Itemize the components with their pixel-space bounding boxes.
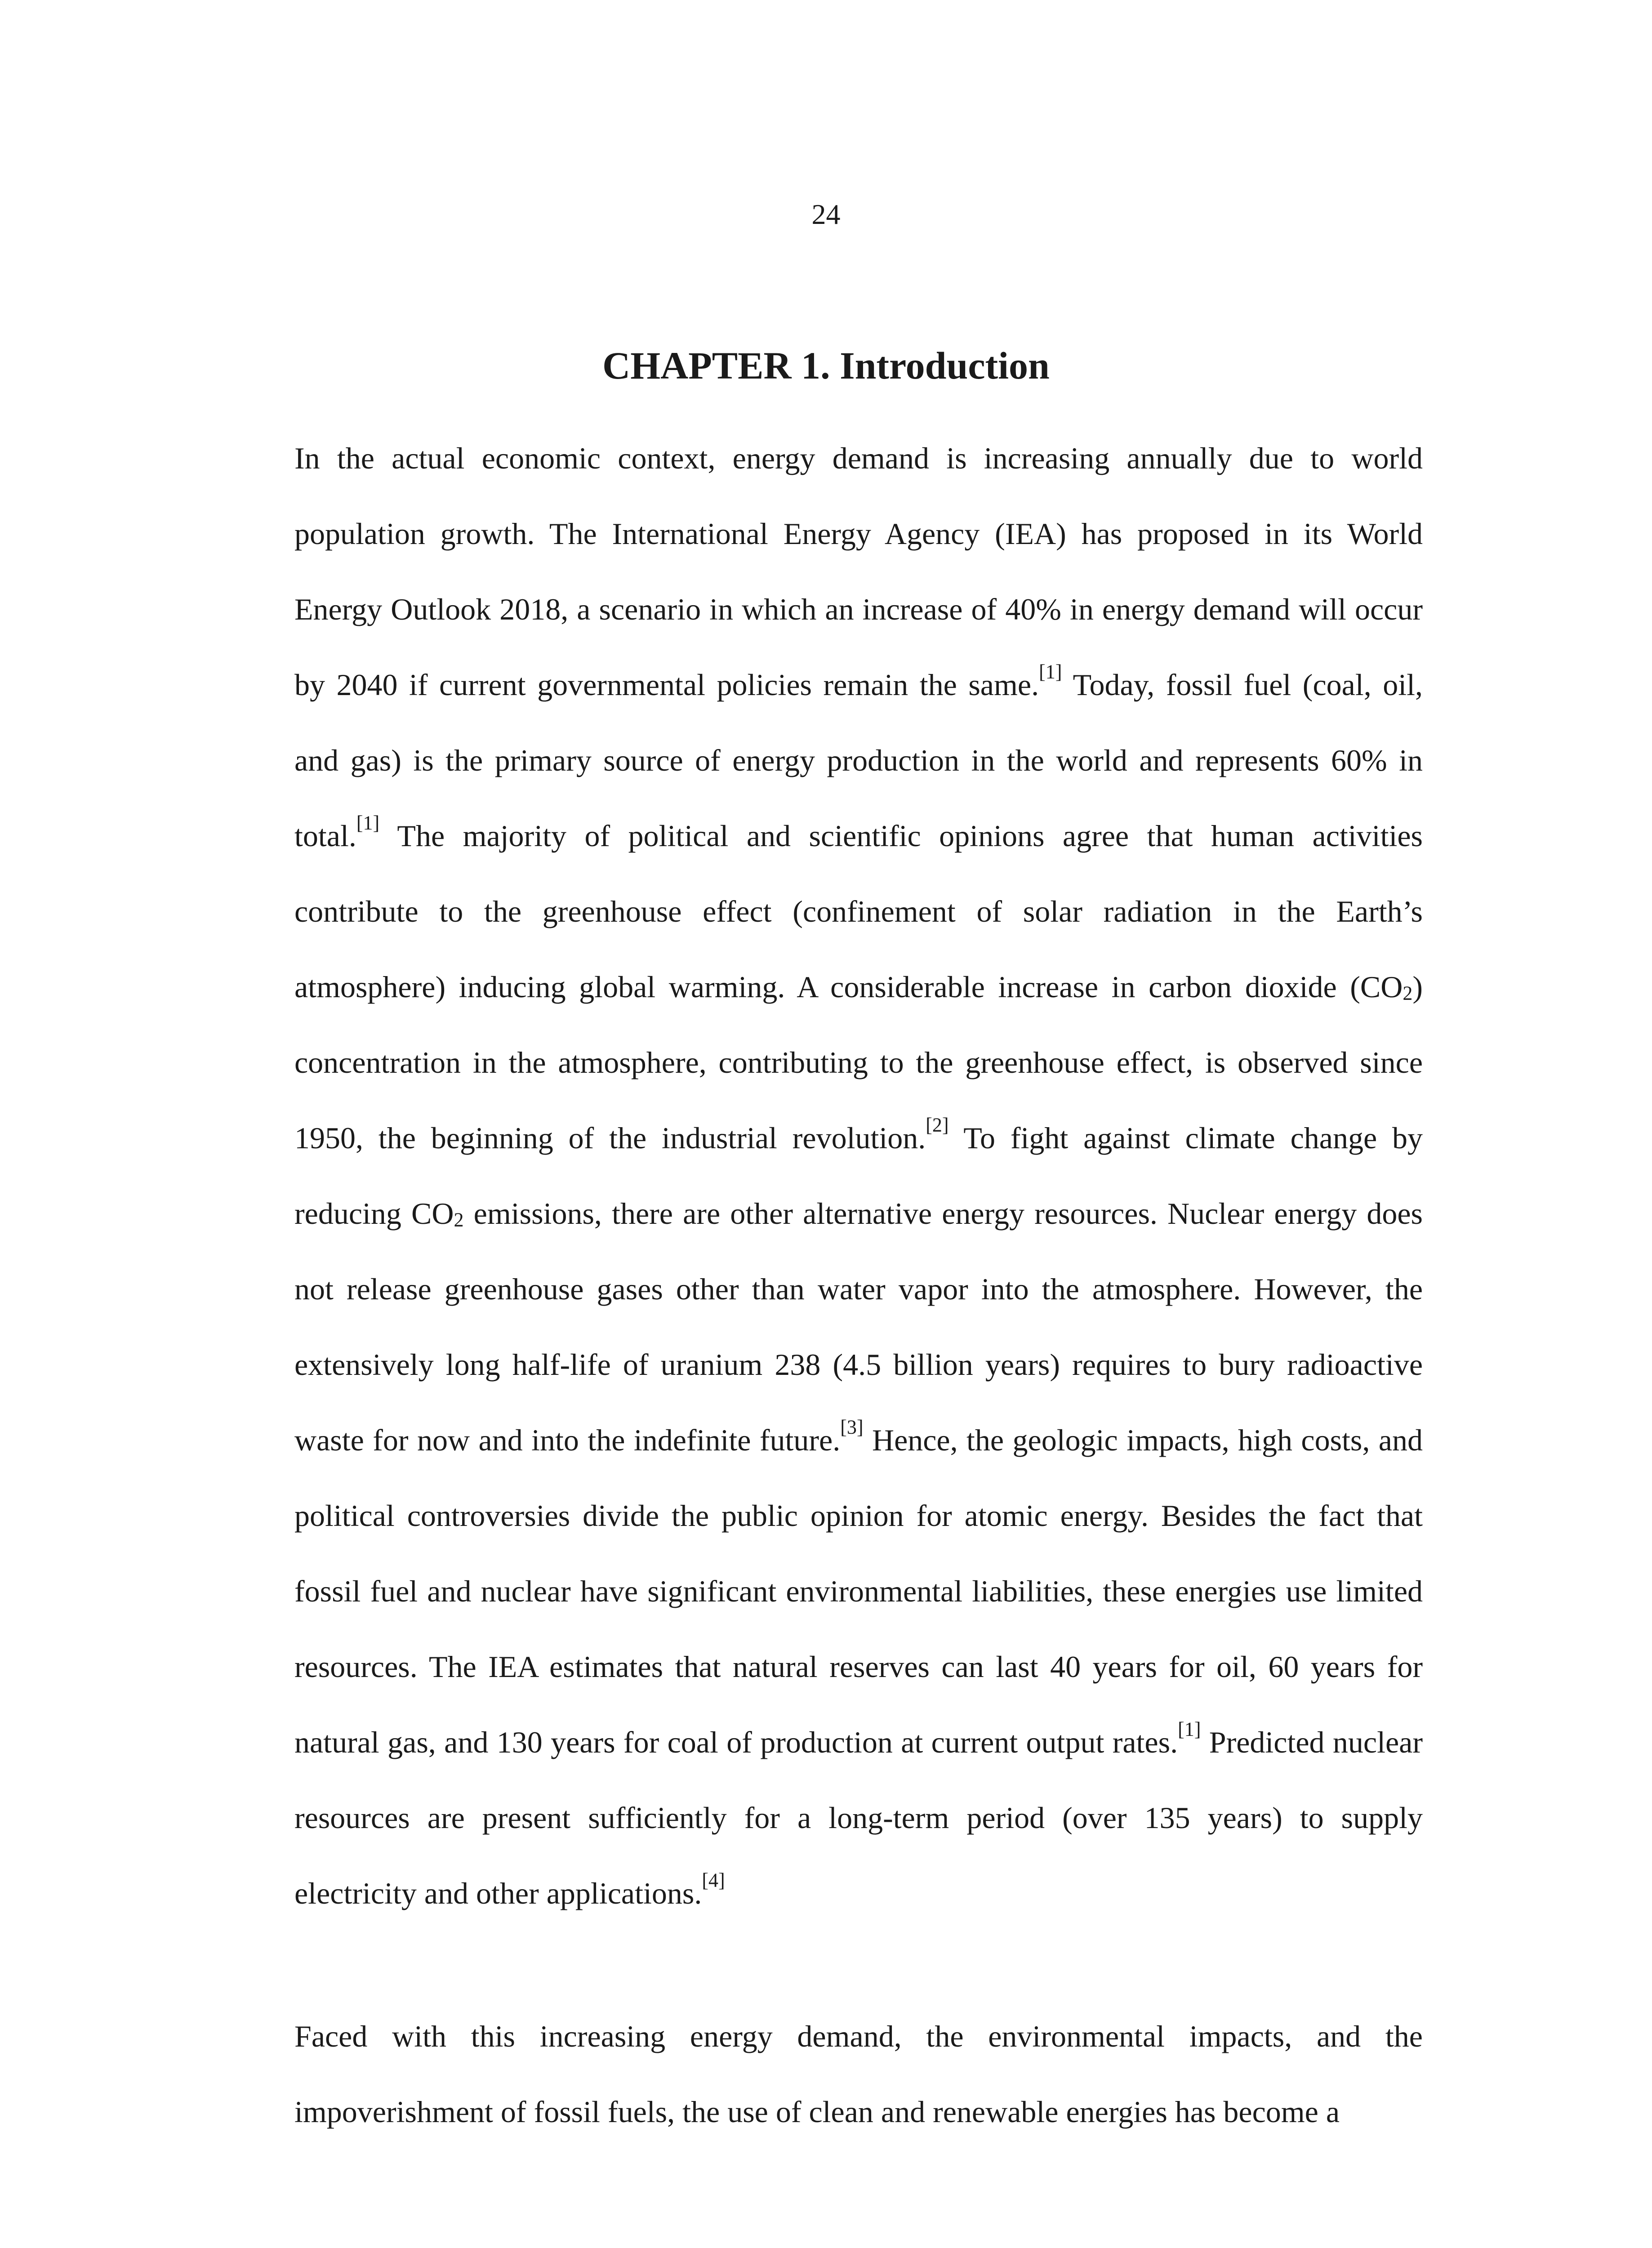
paragraph-text: Predicted nuclear resources are present sufficiently for a long-term period (over 135 years) to supply electricity and other applications. [294, 1725, 1423, 1910]
citation-ref: [2] [926, 1114, 949, 1136]
paragraph-text: Hence, the geologic impacts, high costs, and political controversies divide the public opinion for atomic energy. Besides the fact that fossil fuel and nuclear have significant environmental liabilities, these energies use limited resources. The IEA estimates that natural reserves can last 40 years for oil, 60 years for natural gas, and 130 years for coal of production at current output rates. [294, 1423, 1423, 1759]
paragraph-text: In the actual economic context, energy demand is increasing annually due to world population growth. The International Energy Agency (IEA) has proposed in its World Energy Outlook 2018, a scenario in which an increase of 40% in energy demand will occur by 2040 if current governmental policies remain the same. [294, 441, 1423, 702]
page-number: 24 [811, 198, 841, 230]
citation-ref: [3] [840, 1416, 864, 1438]
citation-ref: [1] [1039, 660, 1062, 683]
paragraph-text: ) concentration in the atmosphere, contributing to the greenhouse effect, is observed since 1950, the beginning of the industrial revolution. [294, 970, 1423, 1155]
citation-ref: [1] [356, 812, 380, 834]
chapter-title: CHAPTER 1. Introduction [602, 344, 1050, 387]
body-paragraph [294, 420, 1423, 1931]
subscript: 2 [454, 1209, 464, 1231]
subscript: 2 [1403, 982, 1413, 1004]
paragraph-text: Today, fossil fuel (coal, oil, and gas) is the primary source of energy production in the world and represents 60% in total. [294, 668, 1423, 853]
paragraph-text: The majority of political and scientific opinions agree that human activities contribute to the greenhouse effect (confinement of solar radiation in the Earth’s atmosphere) inducing global warming. A considerable increase in carbon dioxide (CO [294, 819, 1423, 1004]
citation-ref: [4] [702, 1869, 725, 1891]
paragraph-text: To fight against climate change by reducing CO [294, 1121, 1423, 1231]
paragraph-text: emissions, there are other alternative energy resources. Nuclear energy does not release greenhouse gases other than water vapor into the atmosphere. However, the extensively long half-life of uranium 238 (4.5 billion years) requires to bury radioactive waste for now and into the indefinite future. [294, 1196, 1423, 1457]
paragraph-text: Faced with this increasing energy demand, the environmental impacts, and the impoverishment of fossil fuels, the use of clean and renewable energies has become a [294, 2019, 1423, 2129]
citation-ref: [1] [1178, 1718, 1201, 1740]
body-paragraph [294, 1998, 1423, 2150]
